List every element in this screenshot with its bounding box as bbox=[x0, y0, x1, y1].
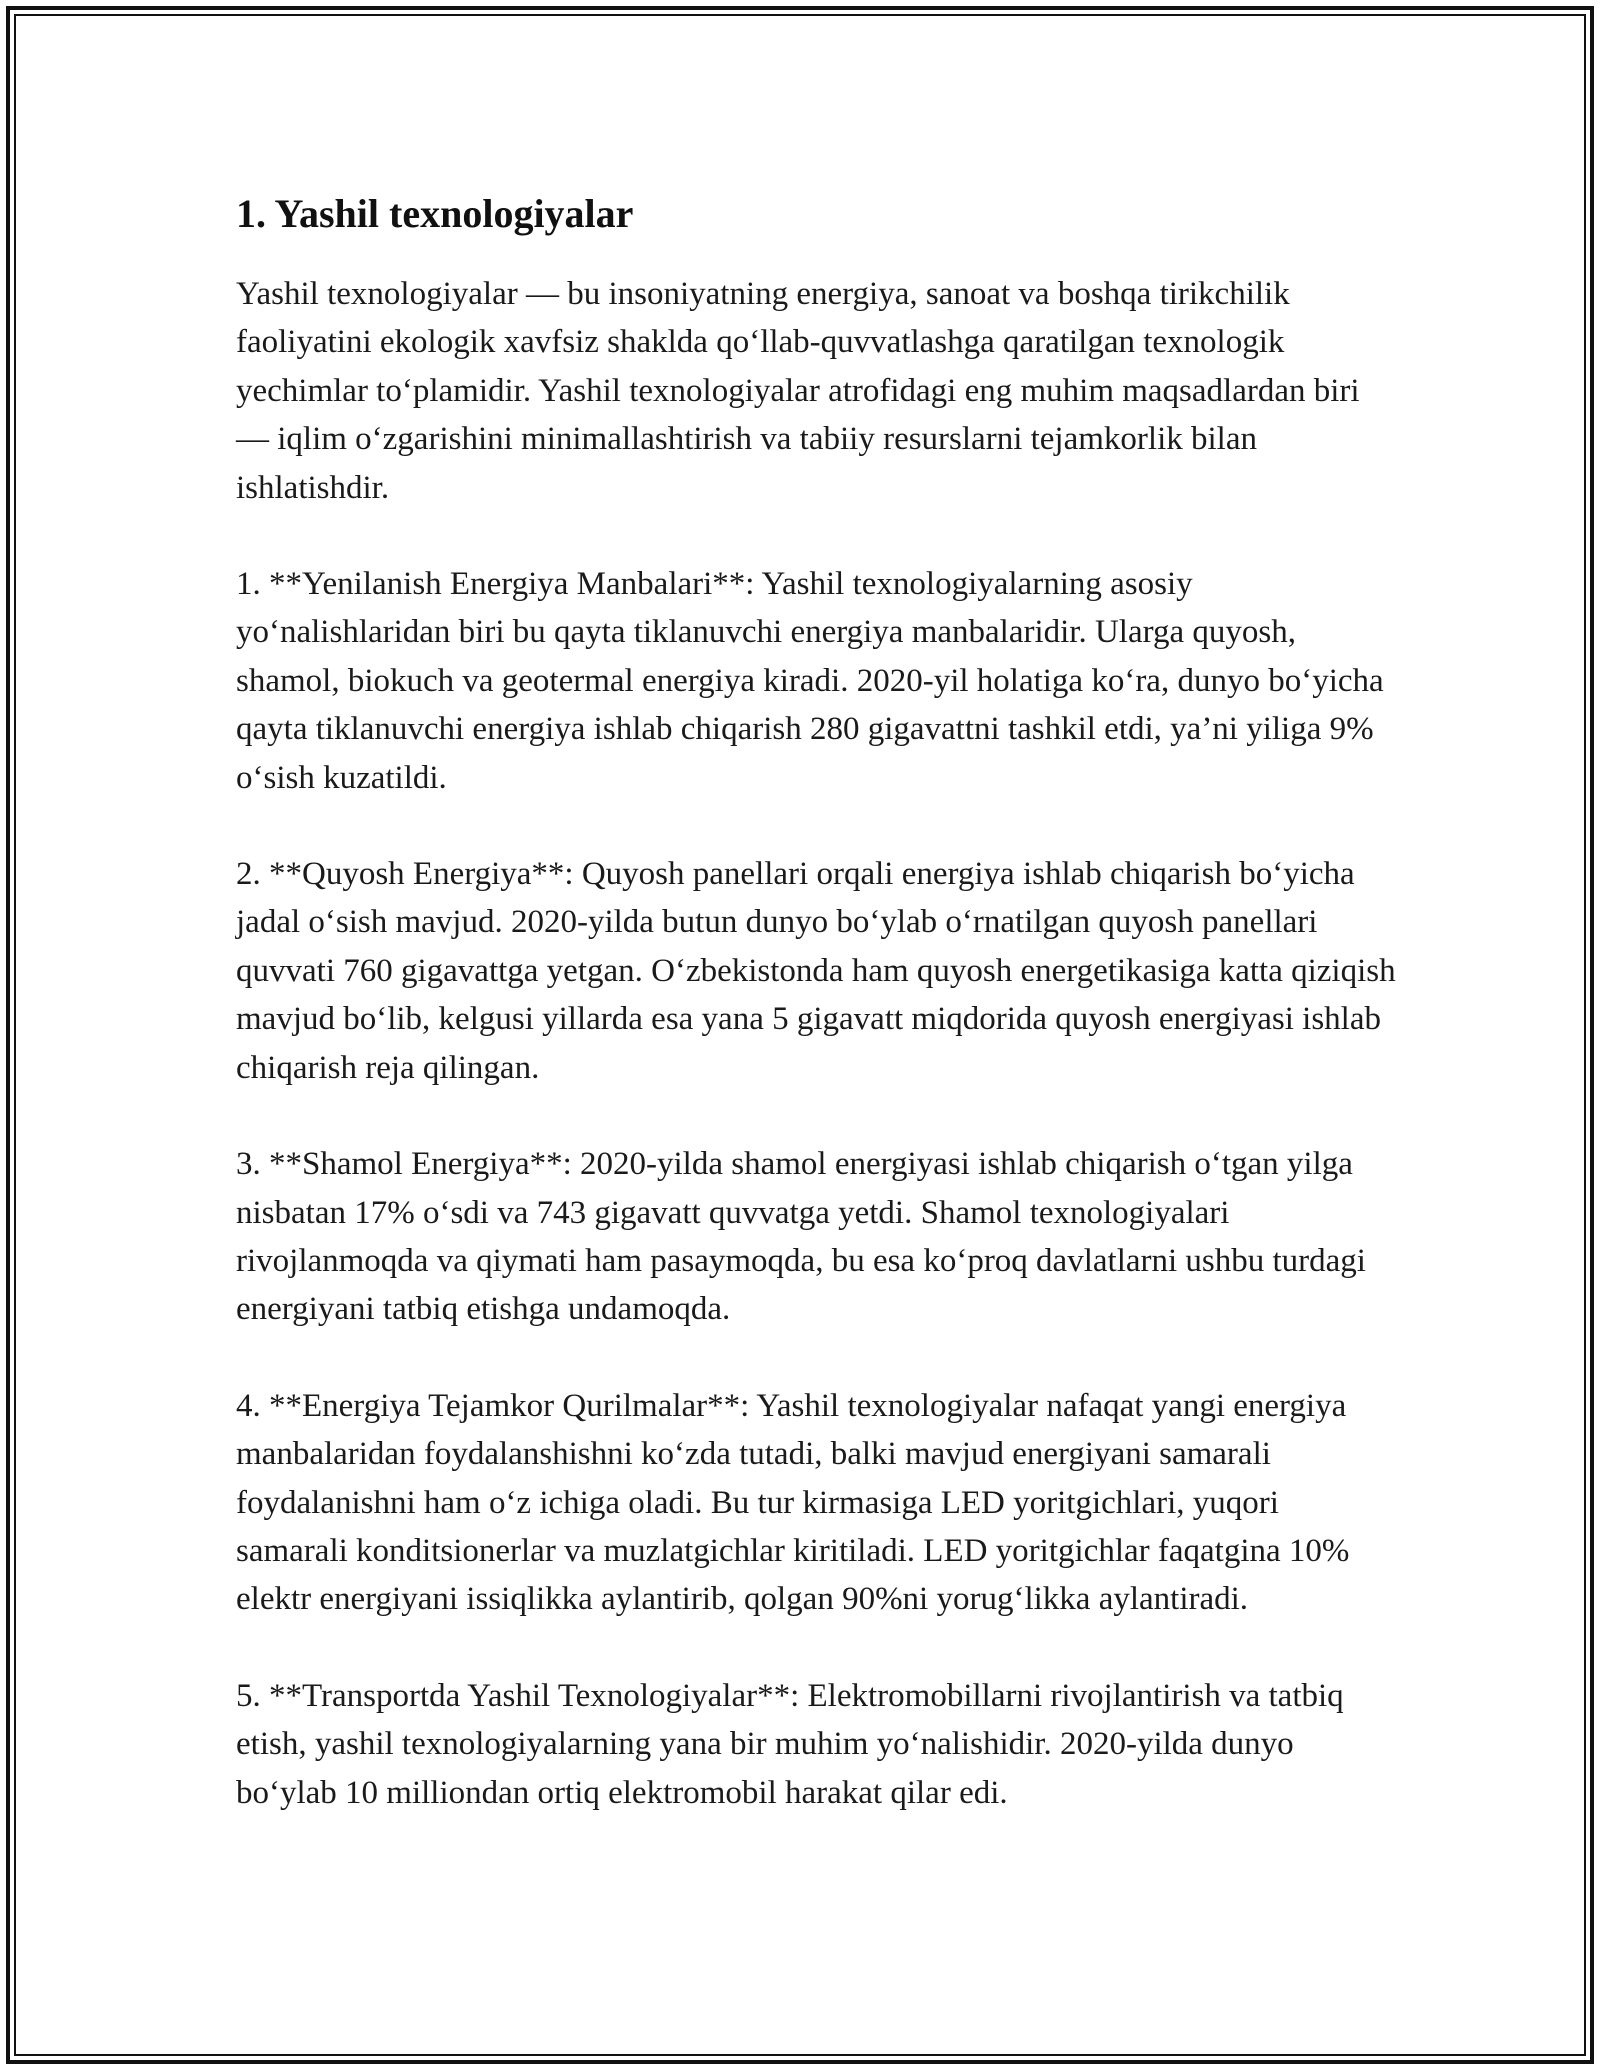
document-title: 1. Yashil texnologiyalar bbox=[236, 191, 634, 236]
paragraph-green-transport: 5. **Transportda Yashil Texnologiyalar**: Elektromobillarni rivojlantirish va tatbiq etish, yashil texnologiyalarning yana bir muhim yo‘nalishidir. 2020-yilda dunyo bo‘ylab 10 milliondan ortiq elektromobil harakat qilar edi. bbox=[236, 1677, 1344, 1811]
paragraph-solar-energy: 2. **Quyosh Energiya**: Quyosh panellari orqali energiya ishlab chiqarish bo‘yicha jadal o‘sish mavjud. 2020-yilda butun dunyo bo‘ylab o‘rnatilgan quyosh panellari quvvati 760 gigavattga yetgan. O‘zbekistonda ham quyosh energetikasiga katta qiziqish mavjud bo‘lib, kelgusi yillarda esa yana 5 gigavatt miqdorida quyosh energiyasi ishlab chiqarish reja qilingan. bbox=[236, 856, 1396, 1086]
document-body bbox=[236, 186, 1396, 1865]
paragraph-energy-efficient-devices: 4. **Energiya Tejamkor Qurilmalar**: Yashil texnologiyalar nafaqat yangi energiya manbalaridan foydalanshishni ko‘zda tutadi, balki mavjud energiyani samarali foydalanishni ham o‘z ichiga oladi. Bu tur kirmasiga LED yoritgichlari, yuqori samarali konditsionerlar va muzlatgichlar kiritiladi. LED yoritgichlar faqatgina 10% elektr energiyani issiqlikka aylantirib, qolgan 90%ni yorug‘likka aylantiradi. bbox=[236, 1387, 1350, 1618]
intro-paragraph: Yashil texnologiyalar — bu insoniyatning energiya, sanoat va boshqa tirikchilik faoliyatini ekologik xavfsiz shaklda qo‘llab-quvvatlashga qaratilgan texnologik yechimlar to‘plamidir. Yashil texnologiyalar atrofidagi eng muhim maqsadlardan biri — iqlim o‘zgarishini minimallashtirish va tabiiy resurslarni tejamkorlik bilan ishlatishdir. bbox=[236, 276, 1360, 506]
paragraph-renewable-energy: 1. **Yenilanish Energiya Manbalari**: Yashil texnologiyalarning asosiy yo‘nalishlaridan biri bu qayta tiklanuvchi energiya manbalaridir. Ularga quyosh, shamol, biokuch va geotermal energiya kiradi. 2020-yil holatiga ko‘ra, dunyo bo‘yicha qayta tiklanuvchi energiya ishlab chiqarish 280 gigavattni tashkil etdi, ya’ni yiliga 9% o‘sish kuzatildi. bbox=[236, 566, 1384, 796]
paragraph-wind-energy: 3. **Shamol Energiya**: 2020-yilda shamol energiyasi ishlab chiqarish o‘tgan yilga nisbatan 17% o‘sdi va 743 gigavatt quvvatga yetdi. Shamol texnologiyalari rivojlanmoqda va qiymati ham pasaymoqda, bu esa ko‘proq davlatlarni ushbu turdagi energiyani tatbiq etishga undamoqda. bbox=[236, 1146, 1366, 1328]
